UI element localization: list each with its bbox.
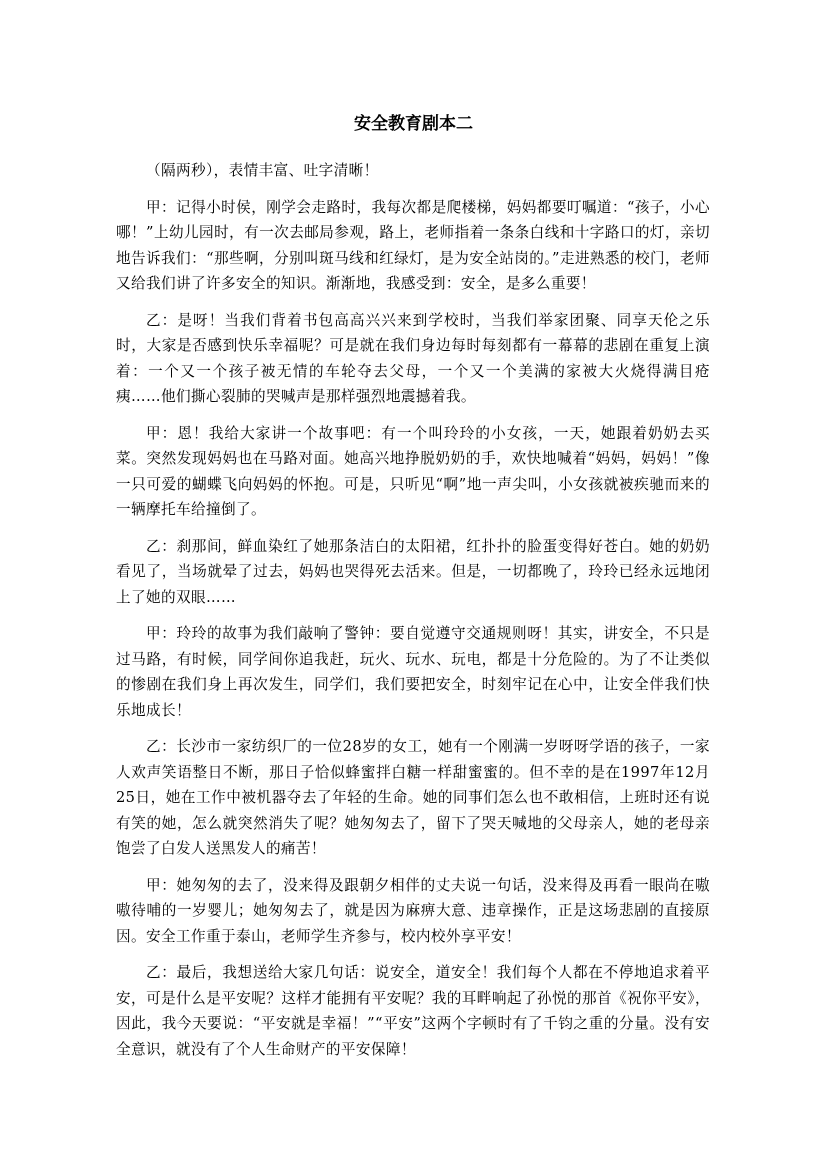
document-title: 安全教育剧本二 [354, 114, 473, 134]
paragraph-yi-2: 乙：刹那间，鲜血染红了她那条洁白的太阳裙，红扑扑的脸蛋变得好苍白。她的奶奶看见了，当场就晕了过去，妈妈也哭得死去活来。但是，一切都晚了，玲玲已经永远地闭上了她的双眼…… [116, 537, 710, 606]
document-body [116, 158, 710, 1073]
paragraph-jia-2: 甲：恩！我给大家讲一个故事吧：有一个叫玲玲的小女孩，一天，她跟着奶奶去买菜。突然发现妈妈也在马路对面。她高兴地挣脱奶奶的手，欢快地喊着“妈妈，妈妈！”像一只可爱的蝴蝶飞向妈妈的怀抱。可是，只听见“啊”地一声尖叫，小女孩就被疾驰而来的一辆摩托车给撞倒了。 [116, 424, 710, 518]
paragraph-yi-3: 乙：长沙市一家纺织厂的一位28岁的女工，她有一个刚满一岁呀呀学语的孩子，一家人欢声笑语整日不断，那日子恰似蜂蜜拌白糖一样甜蜜蜜的。但不幸的是在1997年12月25日，她在工作中被机器夺去了年轻的生命。她的同事们怎么也不敢相信，上班时还有说有笑的她，怎么就突然消失了呢？她匆匆去了，留下了哭天喊地的父母亲人，她的老母亲饱尝了白发人送黑发人的痛苦！ [116, 738, 710, 857]
paragraph-yi-1: 乙：是呀！当我们背着书包高高兴兴来到学校时，当我们举家团聚、同享天伦之乐时，大家是否感到快乐幸福呢？可是就在我们身边每时每刻都有一幕幕的悲剧在重复上演着：一个又一个孩子被无情的车轮夺去父母，一个又一个美满的家被大火烧得满目疮痍……他们撕心裂肺的哭喊声是那样强烈地震撼着我。 [116, 311, 710, 405]
paragraph-jia-3: 甲：玲玲的故事为我们敲响了警钟：要自觉遵守交通规则呀！其实，讲安全，不只是过马路，有时候，同学间你追我赶，玩火、玩水、玩电，都是十分危险的。为了不让类似的惨剧在我们身上再次发生，同学们，我们要把安全，时刻牢记在心中，让安全伴我们快乐地成长！ [116, 625, 710, 719]
paragraph-jia-4: 甲：她匆匆的去了，没来得及跟朝夕相伴的丈夫说一句话，没来得及再看一眼尚在嗷嗷待哺的一岁婴儿；她匆匆去了，就是因为麻痹大意、违章操作，正是这场悲剧的直接原因。安全工作重于泰山，老师学生齐参与，校内校外享平安！ [116, 876, 710, 945]
paragraph-jia-1: 甲：记得小时侯，刚学会走路时，我每次都是爬楼梯，妈妈都要叮嘱道：“孩子，小心哪！”上幼儿园时，有一次去邮局参观，路上，老师指着一条条白线和十字路口的灯，亲切地告诉我们：“那些啊，分别叫斑马线和红绿灯，是为安全站岗的。”走进熟悉的校门，老师又给我们讲了许多安全的知识。渐渐地，我感受到：安全，是多么重要！ [116, 198, 710, 292]
paragraph-yi-4: 乙：最后，我想送给大家几句话：说安全，道安全！我们每个人都在不停地追求着平安，可是什么是平安呢？这样才能拥有平安呢？我的耳畔响起了孙悦的那首《祝你平安》，因此，我今天要说：“平安就是幸福！”“平安”这两个字顿时有了千钧之重的分量。没有安全意识，就没有了个人生命财产的平安保障！ [116, 964, 710, 1058]
paragraph-intro: （隔两秒），表情丰富、吐字清晰！ [146, 162, 379, 179]
